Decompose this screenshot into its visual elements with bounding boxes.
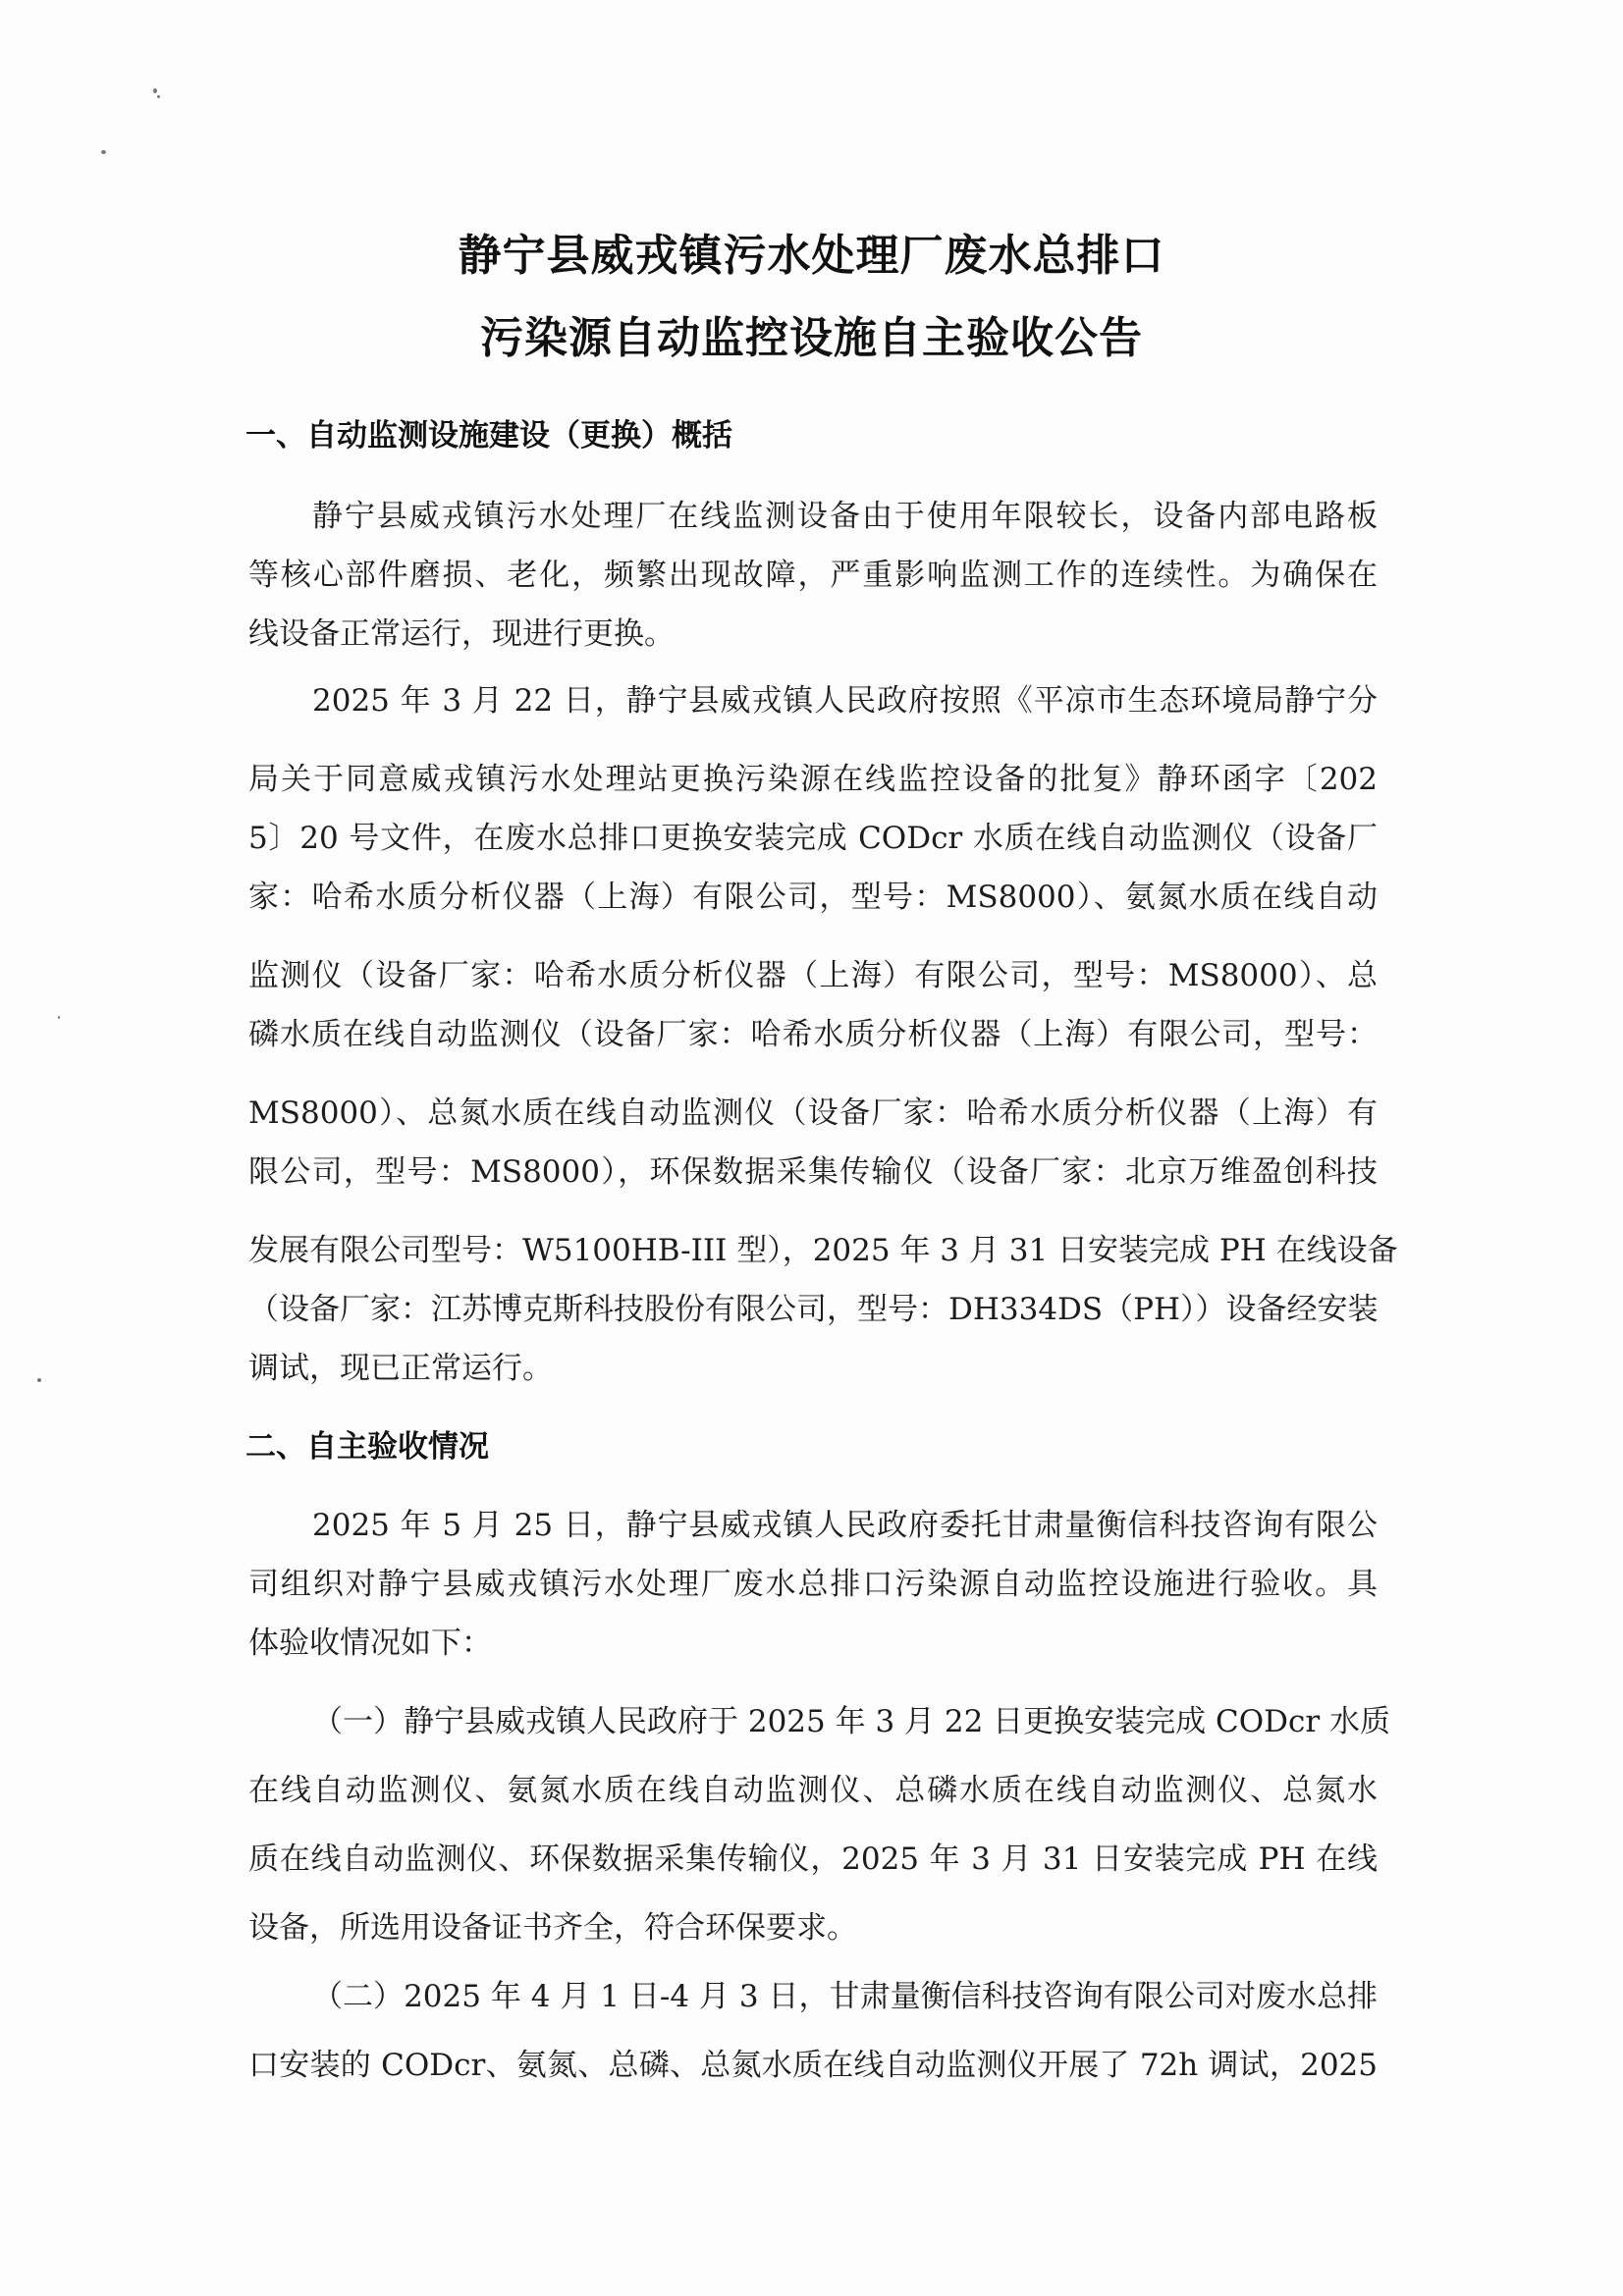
scan-speck: [58, 1016, 60, 1019]
document-title-line-1: 静宁县威戎镇污水处理厂废水总排口: [458, 231, 1165, 281]
paragraph-line: （一）静宁县威戎镇人民政府于 2025 年 3 月 22 日更换安装完成 CODcr 水质: [312, 1704, 1391, 1739]
paragraph-line: 调试，现已正常运行。: [248, 1351, 553, 1386]
paragraph-line: 在线自动监测仪、氨氮水质在线自动监测仪、总磷水质在线自动监测仪、总氮水: [248, 1773, 1378, 1808]
paragraph-line: 5〕20 号文件，在废水总排口更换安装完成 CODcr 水质在线自动监测仪（设备厂: [248, 821, 1378, 856]
scan-speck: [157, 95, 160, 98]
paragraph-line: 监测仪（设备厂家：哈希水质分析仪器（上海）有限公司，型号：MS8000）、总: [248, 958, 1378, 993]
paragraph-line: 静宁县威戎镇污水处理厂在线监测设备由于使用年限较长，设备内部电路板: [312, 499, 1378, 534]
document-title-line-2: 污染源自动监控设施自主验收公告: [480, 313, 1143, 363]
section-heading-1: 一、自动监测设施建设（更换）概括: [245, 418, 732, 454]
paragraph-line: MS8000）、总氮水质在线自动监测仪（设备厂家：哈希水质分析仪器（上海）有: [248, 1095, 1378, 1131]
paragraph-line: 磷水质在线自动监测仪（设备厂家：哈希水质分析仪器（上海）有限公司，型号：: [248, 1017, 1378, 1052]
paragraph-line: 线设备正常运行，现进行更换。: [248, 616, 675, 652]
paragraph-line: 限公司，型号：MS8000），环保数据采集传输仪（设备厂家：北京万维盈创科技: [248, 1154, 1378, 1190]
paragraph-line: （设备厂家：江苏博克斯科技股份有限公司，型号：DH334DS（PH））设备经安装: [248, 1292, 1379, 1327]
paragraph-line: 体验收情况如下：: [248, 1626, 492, 1661]
paragraph-line: 发展有限公司型号：W5100HB-III 型），2025 年 3 月 31 日安装完成 PH 在线设备: [248, 1233, 1398, 1268]
section-heading-2: 二、自主验收情况: [245, 1429, 489, 1465]
paragraph-line: 等核心部件磨损、老化，频繁出现故障，严重影响监测工作的连续性。为确保在: [248, 558, 1378, 593]
paragraph-line: 口安装的 CODcr、氨氮、总磷、总氮水质在线自动监测仪开展了 72h 调试，2025: [248, 2048, 1378, 2083]
paragraph-line: （二）2025 年 4 月 1 日-4 月 3 日，甘肃量衡信科技咨询有限公司对废水总排: [312, 1979, 1378, 2014]
scan-speck: [101, 150, 106, 154]
paragraph-line: 局关于同意威戎镇污水处理站更换污染源在线监控设备的批复》静环函字〔202: [248, 762, 1378, 797]
paragraph-line: 2025 年 3 月 22 日，静宁县威戎镇人民政府按照《平凉市生态环境局静宁分: [312, 683, 1378, 719]
scan-speck: [37, 1378, 41, 1382]
paragraph-line: 2025 年 5 月 25 日，静宁县威戎镇人民政府委托甘肃量衡信科技咨询有限公: [312, 1508, 1378, 1543]
scan-speck: [153, 88, 157, 93]
paragraph-line: 设备，所选用设备证书齐全，符合环保要求。: [248, 1910, 857, 1946]
paragraph-line: 质在线自动监测仪、环保数据采集传输仪，2025 年 3 月 31 日安装完成 PH 在线: [248, 1842, 1378, 1877]
paragraph-line: 司组织对静宁县威戎镇污水处理厂废水总排口污染源自动监控设施进行验收。具: [248, 1567, 1378, 1602]
paragraph-line: 家：哈希水质分析仪器（上海）有限公司，型号：MS8000）、氨氮水质在线自动: [248, 880, 1378, 915]
